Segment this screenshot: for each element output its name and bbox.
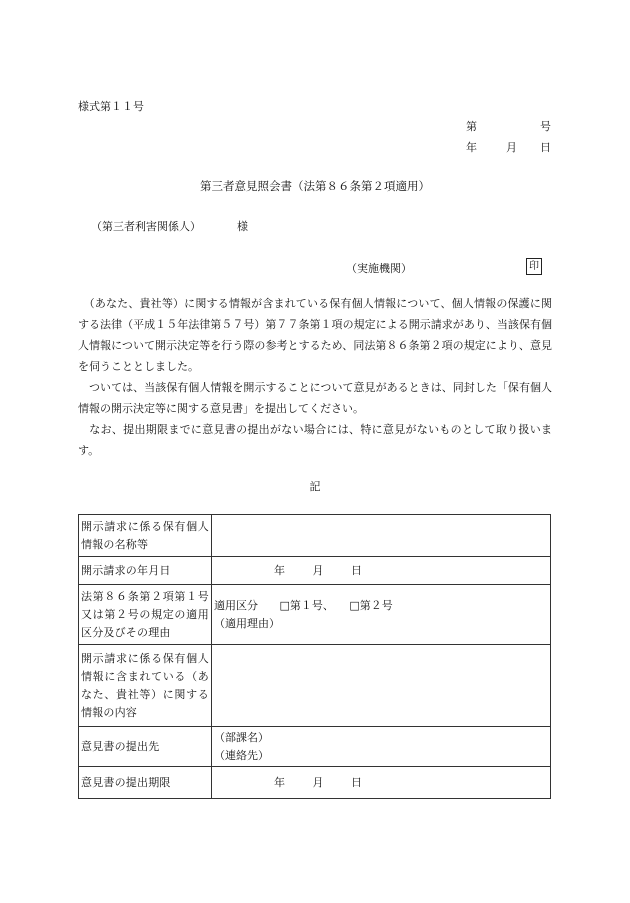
- category-reason-label: （適用理由）: [214, 616, 280, 630]
- department-label: （部課名）: [214, 730, 269, 744]
- table-row: [79, 585, 551, 645]
- date-day-label: 日: [540, 141, 551, 154]
- row-label-request-date: 開示請求の年月日: [79, 557, 212, 585]
- row-label-submission-destination: 意見書の提出先: [79, 727, 212, 767]
- deadline-year-label: 年: [274, 775, 285, 789]
- row-value-info-content: [212, 645, 551, 727]
- body-paragraph-1: （あなた、貴社等）に関する情報が含まれている保有個人情報について、個人情報の保護に関する法律（平成１５年法律第５７号）第７７条第１項の規定による開示請求があり、当該保有個人情報について開示決定等を行う際の参考とするため、同法第８６条第２項の規定により、意見を伺うこととしました。: [78, 297, 553, 373]
- form-number: 様式第１１号: [78, 100, 144, 113]
- row-label-application-category: 法第８６条第２項第１号又は第２号の規定の適用区分及びその理由: [79, 585, 212, 645]
- category-option-1[interactable]: □第１号、: [279, 598, 334, 612]
- addressee-honorific: 様: [237, 220, 248, 233]
- category-label: 適用区分: [214, 598, 258, 612]
- table-row: [79, 645, 551, 727]
- document-number-label: 第: [466, 120, 477, 133]
- body-paragraph-3: なお、提出期限までに意見書の提出がない場合には、特に意見がないものとして取り扱います。: [78, 423, 553, 457]
- deadline-month-label: 月: [312, 775, 324, 789]
- info-table: [78, 514, 551, 799]
- seal-mark: 印: [526, 258, 542, 275]
- table-row: [79, 767, 551, 799]
- request-month-label: 月: [312, 563, 324, 577]
- agency-label: （実施機関）: [346, 262, 412, 275]
- date-year-label: 年: [466, 141, 477, 154]
- row-value-submission-deadline: [212, 767, 551, 799]
- row-label-disclosed-info-name: 開示請求に係る保有個人情報の名称等: [79, 515, 212, 557]
- document-number-suffix: 号: [540, 120, 551, 133]
- request-day-label: 日: [351, 563, 362, 577]
- deadline-day-label: 日: [351, 775, 362, 789]
- body-text: [78, 293, 552, 461]
- row-label-submission-deadline: 意見書の提出期限: [79, 767, 212, 799]
- body-paragraph-2: ついては、当該保有個人情報を開示することについて意見があるときは、同封した「保有個人情報の開示決定等に関する意見書」を提出してください。: [78, 381, 552, 415]
- table-row: [79, 515, 551, 557]
- table-row: [79, 727, 551, 767]
- row-value-application-category: [212, 585, 551, 645]
- category-option-2[interactable]: □第２号: [349, 598, 393, 612]
- row-label-info-content: 開示請求に係る保有個人情報に含まれている（あなた、貴社等）に関する情報の内容: [79, 645, 212, 727]
- table-row: [79, 557, 551, 585]
- row-value-request-date: [212, 557, 551, 585]
- date-month-label: 月: [506, 141, 517, 154]
- row-value-submission-destination: [212, 727, 551, 767]
- row-value-disclosed-info-name: [212, 515, 551, 557]
- document-title: 第三者意見照会書（法第８６条第２項適用）: [200, 179, 430, 193]
- ki-heading: 記: [309, 480, 321, 493]
- request-year-label: 年: [274, 563, 285, 577]
- addressee-name: （第三者利害関係人）: [91, 220, 201, 233]
- contact-label: （連絡先）: [214, 748, 269, 762]
